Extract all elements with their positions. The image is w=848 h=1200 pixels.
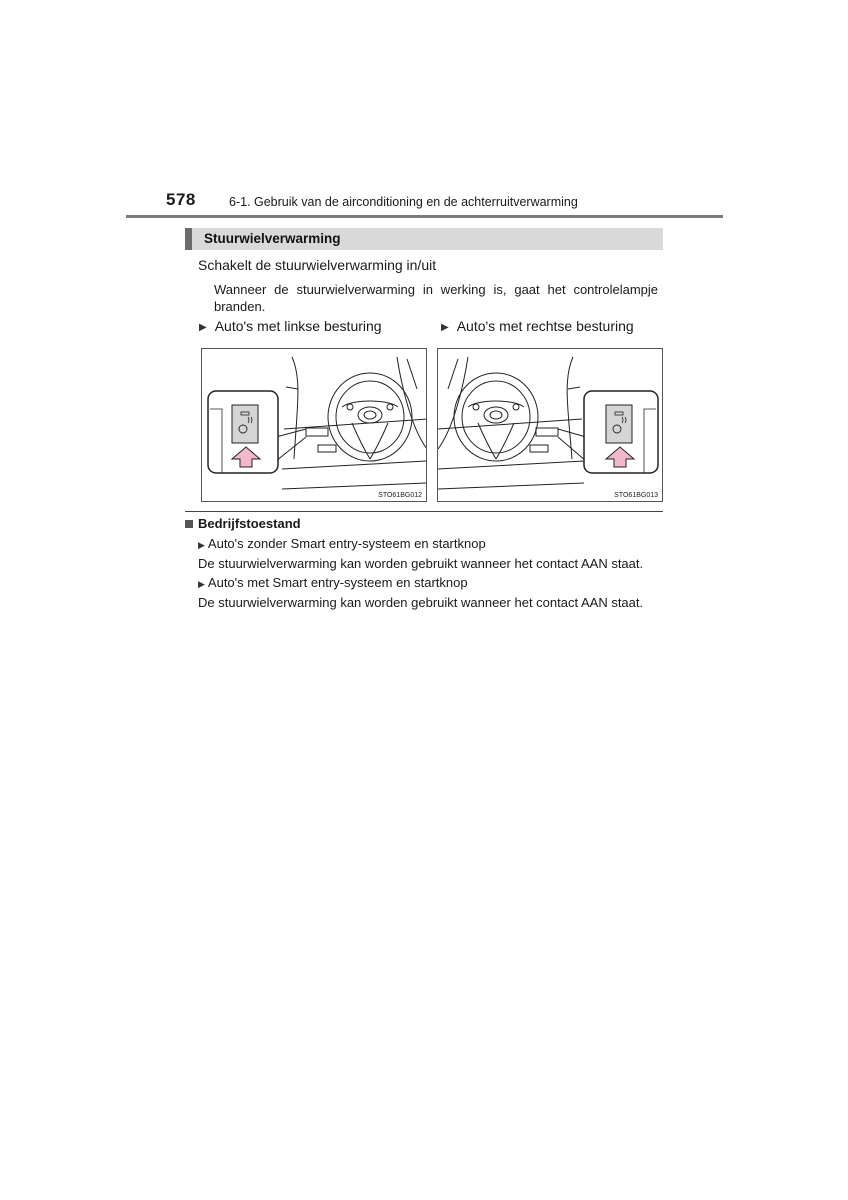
running-header: 6-1. Gebruik van de airconditioning en de achterruitverwarming — [229, 195, 578, 209]
operation-text: De stuurwielverwarming kan worden gebruikt wanneer het contact AAN staat. — [198, 556, 644, 571]
intro-text: Schakelt de stuurwielverwarming in/uit — [198, 257, 437, 273]
condition-text: Auto's zonder Smart entry-systeem en startknop — [207, 536, 486, 551]
operation-heading-text: Bedrijfstoestand — [198, 516, 301, 531]
header-rule — [126, 215, 723, 218]
operation-text: De stuurwielverwarming kan worden gebruikt wanneer het contact AAN staat. — [198, 595, 644, 610]
figure-code: STO61BG013 — [614, 492, 658, 499]
page-number: 578 — [166, 190, 196, 209]
operation-heading — [185, 516, 301, 531]
dashboard-illustration-right — [438, 349, 663, 502]
square-bullet-icon — [185, 520, 193, 528]
condition-line — [198, 575, 468, 590]
section-heading-bar — [185, 228, 663, 250]
figure-left-hand-drive — [201, 348, 427, 502]
variant-right-text: Auto's met rechtse besturing — [456, 318, 634, 334]
note-text: Wanneer de stuurwielverwarming in werking is, gaat het controlelampje branden. — [214, 282, 658, 314]
variant-left-text: Auto's met linkse besturing — [214, 318, 382, 334]
triangle-bullet-icon: ▶ — [198, 579, 205, 589]
figure-right-hand-drive — [437, 348, 663, 502]
variant-left-label — [199, 318, 382, 334]
section-title: Stuurwielverwarming — [204, 231, 341, 246]
dashboard-illustration-left — [202, 349, 427, 502]
triangle-bullet-icon: ▶ — [441, 322, 449, 333]
condition-line — [198, 536, 486, 551]
triangle-bullet-icon: ▶ — [198, 540, 205, 550]
condition-text: Auto's met Smart entry-systeem en startknop — [207, 575, 468, 590]
figure-code: STO61BG012 — [378, 492, 422, 499]
triangle-bullet-icon: ▶ — [199, 322, 207, 333]
variant-right-label — [441, 318, 634, 334]
section-divider — [185, 511, 663, 512]
